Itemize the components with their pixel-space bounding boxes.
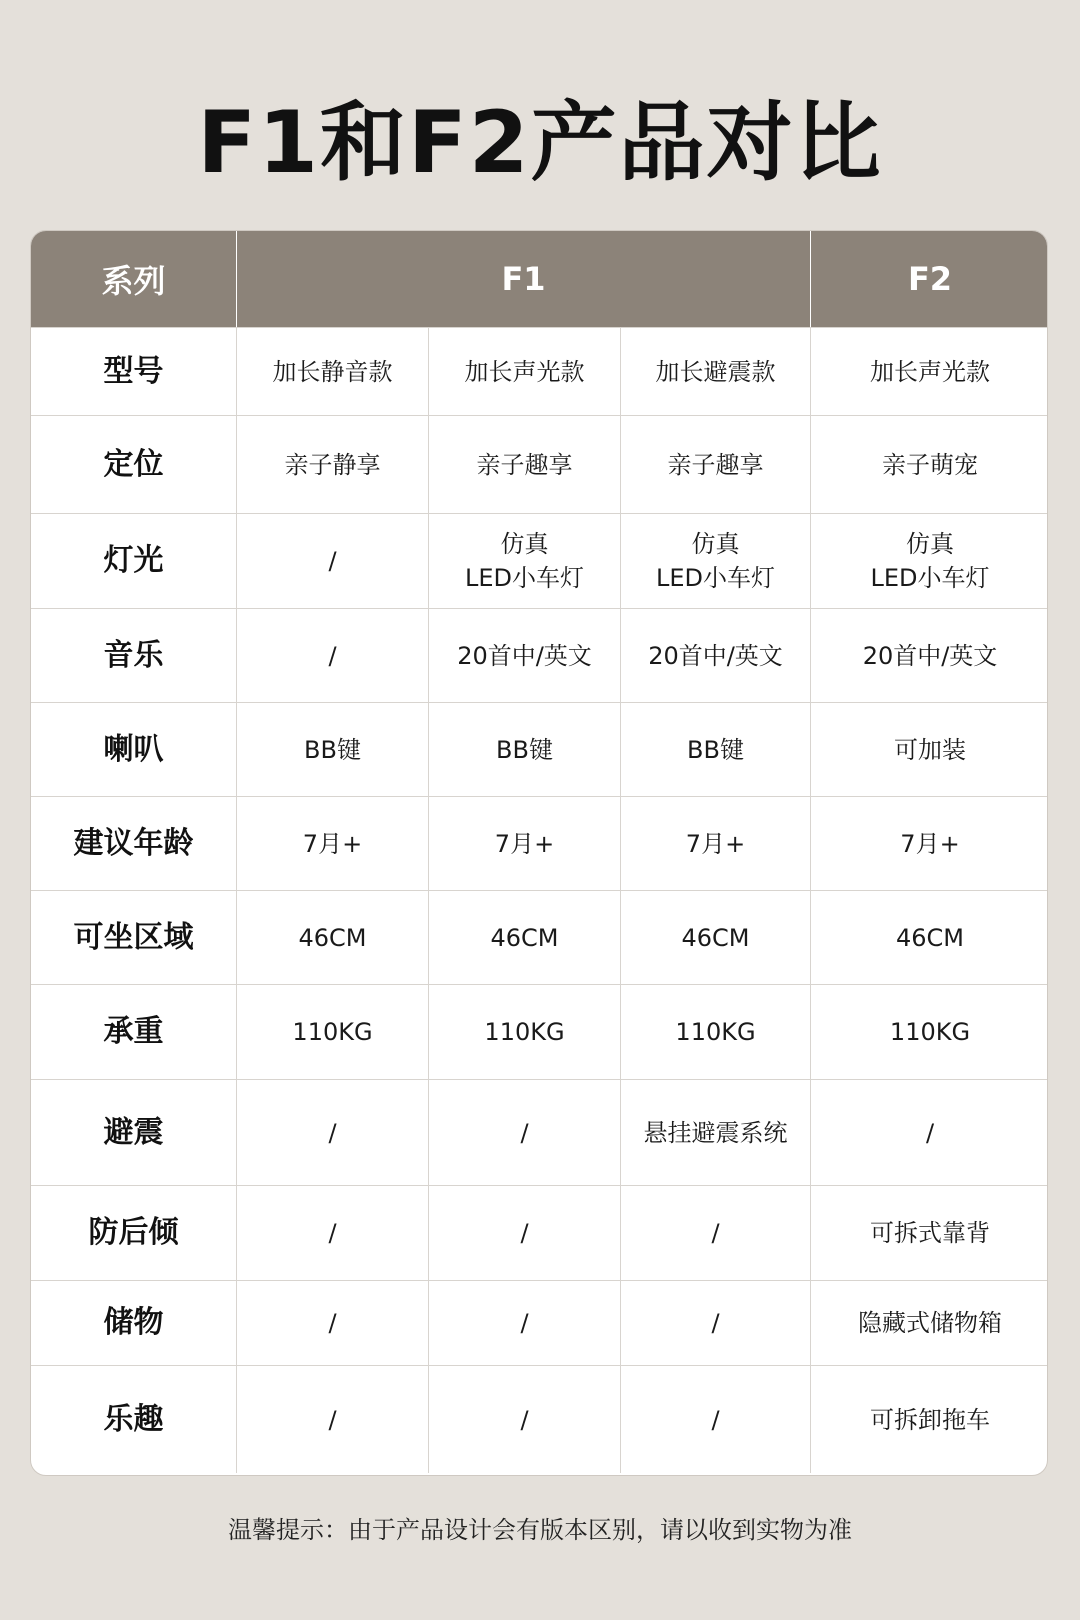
table-cell: 110KG xyxy=(621,985,811,1079)
table-header xyxy=(31,231,1047,327)
header-group-f2: F2 xyxy=(907,260,953,298)
table-row xyxy=(31,702,1047,796)
table-cell: 46CM xyxy=(621,891,811,984)
table-cell: 可加装 xyxy=(894,735,966,764)
page-title: F1和F2产品对比 xyxy=(197,93,883,193)
table-cell: 隐藏式储物箱 xyxy=(858,1309,1002,1337)
table-cell: / xyxy=(429,1186,621,1280)
table-cell: / xyxy=(621,1281,811,1365)
row-label: 喇叭 xyxy=(31,703,237,796)
table-cell: 46CM xyxy=(237,891,429,984)
table-cell: 110KG xyxy=(889,1018,971,1046)
row-label: 乐趣 xyxy=(31,1366,237,1473)
table-cell: 可拆式靠背 xyxy=(870,1219,990,1247)
table-row xyxy=(31,513,1047,608)
table-cell: 悬挂避震系统 xyxy=(621,1080,811,1185)
table-cell: 加长避震款 xyxy=(621,328,811,415)
table-row xyxy=(31,415,1047,513)
table-row xyxy=(31,608,1047,702)
table-cell: / xyxy=(429,1080,621,1185)
table-row xyxy=(31,1280,1047,1365)
table-cell: 46CM xyxy=(895,923,964,952)
row-label: 储物 xyxy=(31,1281,237,1365)
row-label: 可坐区域 xyxy=(31,891,237,984)
table-cell: / xyxy=(925,1118,935,1147)
table-cell: 加长静音款 xyxy=(237,328,429,415)
table-cell: 7月+ xyxy=(621,797,811,890)
table-cell: / xyxy=(621,1366,811,1473)
table-row xyxy=(31,1079,1047,1185)
table-cell: 亲子趣享 xyxy=(429,416,621,513)
table-cell: / xyxy=(429,1366,621,1473)
table-cell: / xyxy=(237,1281,429,1365)
row-label: 防后倾 xyxy=(31,1186,237,1280)
table-cell: 110KG xyxy=(237,985,429,1079)
row-label: 承重 xyxy=(31,985,237,1079)
comparison-table xyxy=(30,230,1048,1476)
table-cell: BB键 xyxy=(621,703,811,796)
table-cell: / xyxy=(237,1080,429,1185)
footer-note: 温馨提示：由于产品设计会有版本区别，请以收到实物为准 xyxy=(228,1516,852,1544)
table-row xyxy=(31,796,1047,890)
table-cell: 20首中/英文 xyxy=(621,609,811,702)
table-row xyxy=(31,984,1047,1079)
table-cell: 46CM xyxy=(429,891,621,984)
table-row xyxy=(31,327,1047,415)
table-cell: 加长声光款 xyxy=(870,357,990,386)
table-row xyxy=(31,1185,1047,1280)
table-cell: / xyxy=(621,1186,811,1280)
row-label: 型号 xyxy=(31,328,237,415)
row-label: 灯光 xyxy=(31,514,237,608)
table-cell: / xyxy=(237,1366,429,1473)
table-cell: 仿真 LED小车灯 xyxy=(621,514,811,608)
header-series-label: 系列 xyxy=(31,231,237,327)
header-group-f1: F1 xyxy=(237,231,811,327)
table-cell: 仿真 LED小车灯 xyxy=(429,514,621,608)
table-cell: 可拆卸拖车 xyxy=(870,1405,990,1434)
table-cell: 110KG xyxy=(429,985,621,1079)
table-cell: / xyxy=(237,1186,429,1280)
row-label: 建议年龄 xyxy=(31,797,237,890)
table-cell: 加长声光款 xyxy=(429,328,621,415)
table-cell: 20首中/英文 xyxy=(429,609,621,702)
table-cell: BB键 xyxy=(429,703,621,796)
table-cell: 7月+ xyxy=(429,797,621,890)
table-cell: 20首中/英文 xyxy=(862,641,998,670)
table-cell: / xyxy=(237,609,429,702)
row-label: 定位 xyxy=(31,416,237,513)
table-cell: / xyxy=(429,1281,621,1365)
table-cell: 亲子静享 xyxy=(237,416,429,513)
table-cell: 7月+ xyxy=(237,797,429,890)
table-row xyxy=(31,1365,1047,1473)
table-row xyxy=(31,890,1047,984)
row-label: 避震 xyxy=(31,1080,237,1185)
table-cell: 7月+ xyxy=(900,829,960,858)
row-label: 音乐 xyxy=(31,609,237,702)
table-cell: 仿真 LED小车灯 xyxy=(870,530,990,592)
table-cell: 亲子萌宠 xyxy=(882,450,978,479)
table-cell: 亲子趣享 xyxy=(621,416,811,513)
table-cell: BB键 xyxy=(237,703,429,796)
table-cell: / xyxy=(237,514,429,608)
